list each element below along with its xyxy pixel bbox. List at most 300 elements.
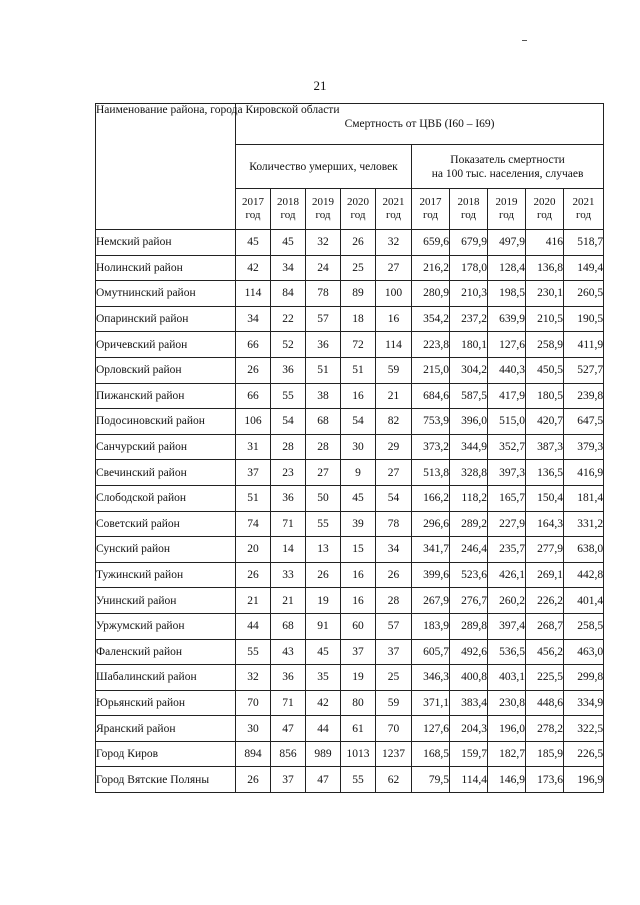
year-suffix: год — [498, 209, 515, 221]
rate-cell: 346,3 — [412, 665, 450, 691]
district-name: Город Вятские Поляны — [96, 767, 236, 793]
deaths-cell: 44 — [236, 613, 271, 639]
rate-cell: 185,9 — [526, 741, 564, 767]
year-label: 2020 — [347, 196, 369, 208]
deaths-cell: 78 — [376, 511, 412, 537]
deaths-cell: 62 — [376, 767, 412, 793]
deaths-cell: 16 — [341, 383, 376, 409]
rate-cell: 183,9 — [412, 613, 450, 639]
deaths-cell: 42 — [306, 690, 341, 716]
rate-cell: 269,1 — [526, 562, 564, 588]
deaths-cell: 42 — [236, 255, 271, 281]
district-name: Подосиновский район — [96, 409, 236, 435]
rate-cell: 492,6 — [450, 639, 488, 665]
deaths-cell: 68 — [306, 409, 341, 435]
deaths-cell: 22 — [271, 306, 306, 332]
deaths-cell: 68 — [271, 613, 306, 639]
deaths-cell: 1237 — [376, 741, 412, 767]
year-suffix: год — [460, 209, 477, 221]
rate-cell: 684,6 — [412, 383, 450, 409]
deaths-cell: 21 — [236, 588, 271, 614]
district-name: Санчурский район — [96, 434, 236, 460]
deaths-cell: 26 — [306, 562, 341, 588]
rate-cell: 196,0 — [488, 716, 526, 742]
deaths-cell: 100 — [376, 281, 412, 307]
rate-cell: 128,4 — [488, 255, 526, 281]
rate-cell: 230,1 — [526, 281, 564, 307]
deaths-cell: 34 — [376, 537, 412, 563]
deaths-cell: 70 — [236, 690, 271, 716]
rate-header — [412, 145, 604, 189]
deaths-cell: 36 — [271, 485, 306, 511]
rate-cell: 127,6 — [412, 716, 450, 742]
deaths-cell: 70 — [376, 716, 412, 742]
deaths-cell: 39 — [341, 511, 376, 537]
rate-cell: 426,1 — [488, 562, 526, 588]
rate-cell: 239,8 — [564, 383, 604, 409]
deaths-cell: 28 — [271, 434, 306, 460]
rate-cell: 518,7 — [564, 230, 604, 256]
rate-year-header — [488, 189, 526, 230]
rate-cell: 190,5 — [564, 306, 604, 332]
deaths-cell: 55 — [341, 767, 376, 793]
deaths-cell: 55 — [236, 639, 271, 665]
deaths-cell: 57 — [376, 613, 412, 639]
deaths-cell: 26 — [341, 230, 376, 256]
deaths-cell: 84 — [271, 281, 306, 307]
year-suffix: год — [280, 209, 296, 221]
deaths-cell: 29 — [376, 434, 412, 460]
rate-cell: 527,7 — [564, 357, 604, 383]
table-row — [96, 434, 604, 460]
deaths-cell: 34 — [236, 306, 271, 332]
deaths-cell: 36 — [271, 357, 306, 383]
rate-cell: 753,9 — [412, 409, 450, 435]
district-name: Пижанский район — [96, 383, 236, 409]
rate-cell: 354,2 — [412, 306, 450, 332]
rate-cell: 403,1 — [488, 665, 526, 691]
rate-cell: 79,5 — [412, 767, 450, 793]
rate-cell: 215,0 — [412, 357, 450, 383]
district-name: Унинский район — [96, 588, 236, 614]
rate-cell: 235,7 — [488, 537, 526, 563]
deaths-cell: 13 — [306, 537, 341, 563]
table-row — [96, 562, 604, 588]
deaths-cell: 24 — [306, 255, 341, 281]
rate-cell: 289,2 — [450, 511, 488, 537]
deaths-cell: 32 — [236, 665, 271, 691]
rate-cell: 136,5 — [526, 460, 564, 486]
table-row — [96, 306, 604, 332]
rate-cell: 146,9 — [488, 767, 526, 793]
rate-cell: 276,7 — [450, 588, 488, 614]
year-label: 2021 — [382, 196, 405, 208]
rate-cell: 210,5 — [526, 306, 564, 332]
deaths-cell: 59 — [376, 690, 412, 716]
deaths-cell: 50 — [306, 485, 341, 511]
deaths-cell: 45 — [306, 639, 341, 665]
rate-cell: 258,5 — [564, 613, 604, 639]
rate-cell: 440,3 — [488, 357, 526, 383]
deaths-cell: 36 — [306, 332, 341, 358]
rate-cell: 227,9 — [488, 511, 526, 537]
deaths-cell: 60 — [341, 613, 376, 639]
deaths-cell: 44 — [306, 716, 341, 742]
rate-cell: 159,7 — [450, 741, 488, 767]
deaths-cell: 34 — [271, 255, 306, 281]
rate-cell: 659,6 — [412, 230, 450, 256]
rate-cell: 442,8 — [564, 562, 604, 588]
year-label: 2018 — [277, 196, 299, 208]
rate-cell: 210,3 — [450, 281, 488, 307]
year-label: 2017 — [419, 196, 442, 208]
deaths-cell: 28 — [306, 434, 341, 460]
rate-cell: 450,5 — [526, 357, 564, 383]
deaths-cell: 19 — [341, 665, 376, 691]
rate-cell: 371,1 — [412, 690, 450, 716]
rate-cell: 679,9 — [450, 230, 488, 256]
rate-cell: 150,4 — [526, 485, 564, 511]
rate-cell: 268,7 — [526, 613, 564, 639]
deaths-cell: 59 — [376, 357, 412, 383]
table-row — [96, 383, 604, 409]
deaths-cell: 37 — [236, 460, 271, 486]
year-suffix: год — [536, 209, 553, 221]
deaths-cell: 106 — [236, 409, 271, 435]
rate-cell: 260,5 — [564, 281, 604, 307]
table-row — [96, 716, 604, 742]
rate-year-header — [564, 189, 604, 230]
deaths-cell: 82 — [376, 409, 412, 435]
rate-cell: 136,8 — [526, 255, 564, 281]
rate-cell: 399,6 — [412, 562, 450, 588]
rate-cell: 411,9 — [564, 332, 604, 358]
table-row — [96, 255, 604, 281]
deaths-cell: 47 — [271, 716, 306, 742]
rate-cell: 331,2 — [564, 511, 604, 537]
district-name: Нолинский район — [96, 255, 236, 281]
table-row — [96, 485, 604, 511]
deaths-cell: 14 — [271, 537, 306, 563]
deaths-cell: 54 — [271, 409, 306, 435]
deaths-cell: 55 — [271, 383, 306, 409]
rate-cell: 497,9 — [488, 230, 526, 256]
rate-cell: 379,3 — [564, 434, 604, 460]
rate-cell: 304,2 — [450, 357, 488, 383]
rate-cell: 173,6 — [526, 767, 564, 793]
deaths-year-header — [236, 189, 271, 230]
district-name: Омутнинский район — [96, 281, 236, 307]
table-row — [96, 741, 604, 767]
rate-cell: 523,6 — [450, 562, 488, 588]
deaths-year-header — [341, 189, 376, 230]
rate-cell: 587,5 — [450, 383, 488, 409]
year-label: 2020 — [533, 196, 556, 208]
deaths-cell: 16 — [376, 306, 412, 332]
rate-cell: 181,4 — [564, 485, 604, 511]
district-column-header: Наименование района, города Кировской области — [96, 104, 236, 230]
deaths-cell: 37 — [341, 639, 376, 665]
deaths-cell: 25 — [376, 665, 412, 691]
rate-cell: 334,9 — [564, 690, 604, 716]
scan-mark — [522, 40, 527, 41]
deaths-cell: 66 — [236, 332, 271, 358]
rate-cell: 164,3 — [526, 511, 564, 537]
deaths-cell: 37 — [271, 767, 306, 793]
district-name: Город Киров — [96, 741, 236, 767]
deaths-cell: 91 — [306, 613, 341, 639]
deaths-cell: 80 — [341, 690, 376, 716]
rate-cell: 278,2 — [526, 716, 564, 742]
rate-cell: 267,9 — [412, 588, 450, 614]
deaths-cell: 45 — [341, 485, 376, 511]
rate-cell: 277,9 — [526, 537, 564, 563]
deaths-cell: 45 — [236, 230, 271, 256]
year-label: 2021 — [572, 196, 595, 208]
rate-cell: 127,6 — [488, 332, 526, 358]
rate-cell: 638,0 — [564, 537, 604, 563]
deaths-year-header — [376, 189, 412, 230]
deaths-header: Количество умерших, человек — [236, 145, 412, 189]
deaths-cell: 54 — [376, 485, 412, 511]
rate-cell: 513,8 — [412, 460, 450, 486]
deaths-cell: 23 — [271, 460, 306, 486]
deaths-cell: 21 — [376, 383, 412, 409]
table-row — [96, 511, 604, 537]
district-name: Оричевский район — [96, 332, 236, 358]
deaths-cell: 16 — [341, 588, 376, 614]
rate-cell: 341,7 — [412, 537, 450, 563]
deaths-cell: 52 — [271, 332, 306, 358]
deaths-cell: 72 — [341, 332, 376, 358]
table-row — [96, 409, 604, 435]
district-name: Уржумский район — [96, 613, 236, 639]
deaths-cell: 15 — [341, 537, 376, 563]
rate-cell: 387,3 — [526, 434, 564, 460]
deaths-cell: 51 — [306, 357, 341, 383]
rate-cell: 396,0 — [450, 409, 488, 435]
table-row — [96, 767, 604, 793]
deaths-cell: 856 — [271, 741, 306, 767]
deaths-cell: 33 — [271, 562, 306, 588]
deaths-cell: 36 — [271, 665, 306, 691]
deaths-cell: 27 — [306, 460, 341, 486]
rate-cell: 196,9 — [564, 767, 604, 793]
year-label: 2019 — [495, 196, 518, 208]
district-name: Сунский район — [96, 537, 236, 563]
deaths-cell: 57 — [306, 306, 341, 332]
rate-cell: 260,2 — [488, 588, 526, 614]
deaths-cell: 894 — [236, 741, 271, 767]
year-suffix: год — [576, 209, 592, 221]
year-suffix: год — [245, 209, 261, 221]
district-name: Шабалинский район — [96, 665, 236, 691]
rate-header-line1: Показатель смертности — [450, 153, 565, 166]
rate-cell: 230,8 — [488, 690, 526, 716]
deaths-cell: 32 — [306, 230, 341, 256]
rate-cell: 182,7 — [488, 741, 526, 767]
deaths-cell: 55 — [306, 511, 341, 537]
rate-cell: 448,6 — [526, 690, 564, 716]
rate-cell: 198,5 — [488, 281, 526, 307]
year-label: 2018 — [457, 196, 480, 208]
rate-cell: 397,3 — [488, 460, 526, 486]
deaths-cell: 31 — [236, 434, 271, 460]
year-label: 2019 — [312, 196, 334, 208]
district-name: Юрьянский район — [96, 690, 236, 716]
rate-cell: 322,5 — [564, 716, 604, 742]
district-name: Орловский район — [96, 357, 236, 383]
deaths-cell: 18 — [341, 306, 376, 332]
deaths-cell: 54 — [341, 409, 376, 435]
deaths-cell: 71 — [271, 690, 306, 716]
main-header: Смертность от ЦВБ (I60 – I69) — [236, 104, 604, 145]
rate-cell: 352,7 — [488, 434, 526, 460]
table-row — [96, 665, 604, 691]
deaths-cell: 37 — [376, 639, 412, 665]
rate-cell: 417,9 — [488, 383, 526, 409]
year-label: 2017 — [242, 196, 264, 208]
deaths-cell: 66 — [236, 383, 271, 409]
rate-cell: 226,2 — [526, 588, 564, 614]
table-row — [96, 230, 604, 256]
deaths-cell: 47 — [306, 767, 341, 793]
deaths-cell: 30 — [236, 716, 271, 742]
rate-cell: 416,9 — [564, 460, 604, 486]
district-name: Опаринский район — [96, 306, 236, 332]
district-name: Фаленский район — [96, 639, 236, 665]
deaths-cell: 78 — [306, 281, 341, 307]
deaths-cell: 114 — [236, 281, 271, 307]
rate-header-line2: на 100 тыс. населения, случаев — [431, 167, 584, 180]
page-number: 21 — [313, 78, 327, 93]
rate-cell: 344,9 — [450, 434, 488, 460]
rate-cell: 165,7 — [488, 485, 526, 511]
deaths-cell: 38 — [306, 383, 341, 409]
rate-cell: 536,5 — [488, 639, 526, 665]
rate-cell: 226,5 — [564, 741, 604, 767]
rate-cell: 204,3 — [450, 716, 488, 742]
deaths-cell: 32 — [376, 230, 412, 256]
rate-year-header — [450, 189, 488, 230]
rate-cell: 420,7 — [526, 409, 564, 435]
deaths-cell: 28 — [376, 588, 412, 614]
table-row — [96, 588, 604, 614]
rate-year-header — [412, 189, 450, 230]
rate-cell: 166,2 — [412, 485, 450, 511]
rate-cell: 225,5 — [526, 665, 564, 691]
deaths-cell: 989 — [306, 741, 341, 767]
deaths-cell: 1013 — [341, 741, 376, 767]
deaths-cell: 25 — [341, 255, 376, 281]
rate-cell: 401,4 — [564, 588, 604, 614]
district-name: Яранский район — [96, 716, 236, 742]
rate-cell: 237,2 — [450, 306, 488, 332]
deaths-cell: 35 — [306, 665, 341, 691]
year-suffix: год — [315, 209, 331, 221]
rate-cell: 416 — [526, 230, 564, 256]
district-name: Советский район — [96, 511, 236, 537]
rate-cell: 400,8 — [450, 665, 488, 691]
table-row — [96, 690, 604, 716]
district-name: Тужинский район — [96, 562, 236, 588]
year-suffix: год — [350, 209, 366, 221]
deaths-cell: 51 — [341, 357, 376, 383]
table-row — [96, 357, 604, 383]
rate-cell: 223,8 — [412, 332, 450, 358]
rate-cell: 178,0 — [450, 255, 488, 281]
district-name: Слободской район — [96, 485, 236, 511]
table-row — [96, 281, 604, 307]
table-row — [96, 639, 604, 665]
deaths-cell: 61 — [341, 716, 376, 742]
table-row — [96, 332, 604, 358]
deaths-cell: 26 — [236, 357, 271, 383]
rate-cell: 639,9 — [488, 306, 526, 332]
rate-cell: 289,8 — [450, 613, 488, 639]
deaths-year-header — [271, 189, 306, 230]
deaths-cell: 19 — [306, 588, 341, 614]
deaths-cell: 9 — [341, 460, 376, 486]
deaths-cell: 43 — [271, 639, 306, 665]
deaths-cell: 20 — [236, 537, 271, 563]
table-row — [96, 460, 604, 486]
deaths-year-header — [306, 189, 341, 230]
rate-cell: 397,4 — [488, 613, 526, 639]
deaths-cell: 114 — [376, 332, 412, 358]
rate-cell: 463,0 — [564, 639, 604, 665]
table-row — [96, 537, 604, 563]
deaths-cell: 26 — [376, 562, 412, 588]
rate-cell: 118,2 — [450, 485, 488, 511]
table-row — [96, 613, 604, 639]
deaths-cell: 74 — [236, 511, 271, 537]
deaths-cell: 45 — [271, 230, 306, 256]
rate-cell: 647,5 — [564, 409, 604, 435]
year-suffix: год — [385, 209, 402, 221]
rate-cell: 373,2 — [412, 434, 450, 460]
rate-cell: 258,9 — [526, 332, 564, 358]
rate-cell: 515,0 — [488, 409, 526, 435]
deaths-cell: 27 — [376, 460, 412, 486]
rate-cell: 296,6 — [412, 511, 450, 537]
deaths-cell: 51 — [236, 485, 271, 511]
rate-cell: 299,8 — [564, 665, 604, 691]
rate-year-header — [526, 189, 564, 230]
year-suffix: год — [422, 209, 439, 221]
rate-cell: 149,4 — [564, 255, 604, 281]
rate-cell: 168,5 — [412, 741, 450, 767]
mortality-table — [95, 103, 604, 793]
rate-cell: 216,2 — [412, 255, 450, 281]
deaths-cell: 26 — [236, 767, 271, 793]
district-name: Немский район — [96, 230, 236, 256]
rate-cell: 246,4 — [450, 537, 488, 563]
rate-cell: 328,8 — [450, 460, 488, 486]
rate-cell: 180,5 — [526, 383, 564, 409]
deaths-cell: 21 — [271, 588, 306, 614]
rate-cell: 456,2 — [526, 639, 564, 665]
rate-cell: 383,4 — [450, 690, 488, 716]
district-name: Свечинский район — [96, 460, 236, 486]
rate-cell: 180,1 — [450, 332, 488, 358]
deaths-cell: 71 — [271, 511, 306, 537]
rate-cell: 605,7 — [412, 639, 450, 665]
deaths-cell: 27 — [376, 255, 412, 281]
rate-cell: 280,9 — [412, 281, 450, 307]
deaths-cell: 30 — [341, 434, 376, 460]
deaths-cell: 89 — [341, 281, 376, 307]
